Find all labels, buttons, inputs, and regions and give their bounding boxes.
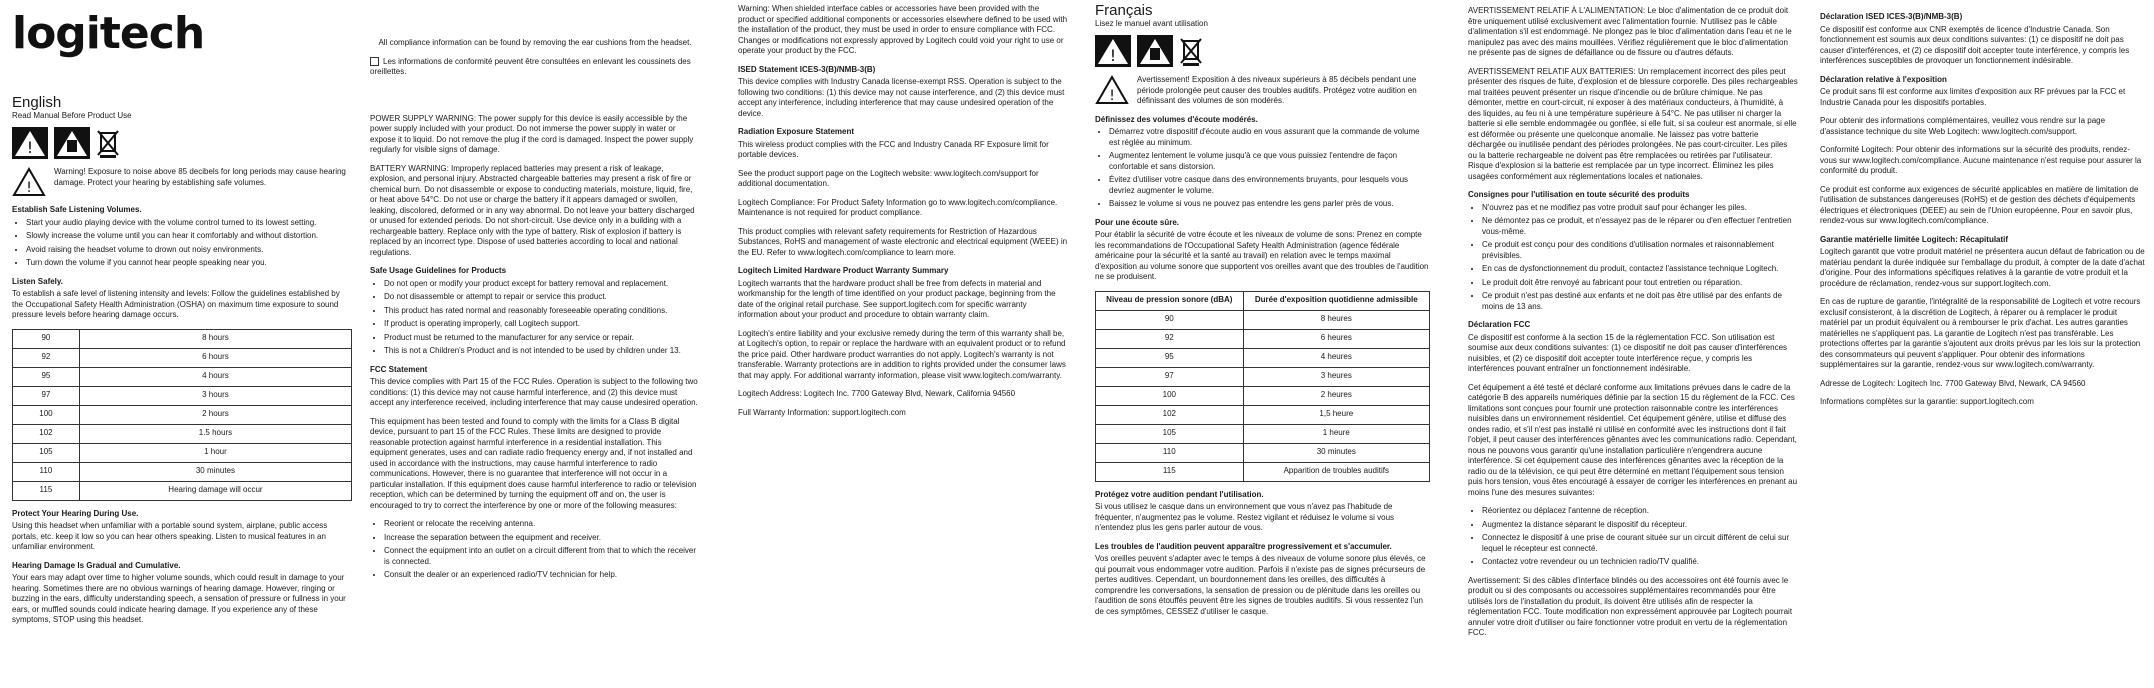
fcc-list — [370, 519, 700, 581]
table-row — [13, 443, 352, 462]
warranty-heading: Logitech Limited Hardware Product Warranty Summary — [738, 266, 949, 275]
column-5 — [1468, 6, 1798, 647]
list-item: • Do not open or modify your product except for battery removal and replacement. — [384, 279, 700, 290]
table-row — [1096, 329, 1430, 348]
rf-text: This wireless product complies with the FCC and Industry Canada RF Exposure limit for portable devices. — [738, 139, 1049, 159]
list-item: • Product must be returned to the manufacturer for any service or repair. — [384, 333, 700, 344]
fr-safe-heading: Consignes pour l'utilisation en toute sécurité des produits — [1468, 190, 1690, 199]
list-item: • Slowly increase the volume until you can hear it comfortably and without distortion. — [26, 231, 352, 242]
list-item: • Le produit doit être renvoyé au fabricant pour tout entretien ou réparation. — [1482, 278, 1798, 289]
fr-fcc-heading: Déclaration FCC — [1468, 320, 1531, 329]
listen-heading: Listen Safely. — [12, 276, 63, 286]
list-item: • Augmentez lentement le volume jusqu'à ce que vous puissiez l'entendre de façon confortable et sans distorsion. — [1109, 151, 1430, 172]
table-cell: 92 — [1096, 329, 1244, 348]
fr-warranty-text-2: En cas de rupture de garantie, l'intégralité de la responsabilité de Logitech et votre recours exclusif consisteront, à la discrétion de Logitech, à réparer ou à remplacer le produit matériel par un produit équivalent ou à rembourser le prix d'achat. Les autres garanties matérielles ne s'appliquent pas. La garantie de Logitech n'est pas transférable. Les protections offertes par la garantie s'ajoutent aux droits prévus par les lois sur la protection des consommateurs qui peuvent s'appliquer. Pour obtenir des informations supplémentaires sur la garantie, rendez-vous sur www.logitech.com/warranty. — [1820, 297, 2141, 369]
fr-compliance-text: Conformité Logitech: Pour obtenir des informations sur la sécurité des produits, rendez-vous sur www.logitech.com/compliance. Aucune maintenance n'est requise pour assurer la conformité du produit. — [1820, 145, 2142, 175]
list-item: • Réorientez ou déplacez l'antenne de réception. — [1482, 506, 1798, 517]
list-item: • Ce produit n'est pas destiné aux enfants et ne doit pas être utilisé par des enfants de moins de 13 ans. — [1482, 291, 1798, 312]
fr-ised-heading: Déclaration ISED ICES-3(B)/NMB-3(B) — [1820, 12, 1963, 21]
column-french — [1095, 2, 1430, 625]
list-item: • Turn down the volume if you cannot hear people speaking near you. — [26, 258, 352, 269]
table-cell: 95 — [1096, 348, 1244, 367]
fcc-heading: FCC Statement — [370, 364, 428, 374]
warning-triangle-icon — [1095, 35, 1131, 67]
warranty-text: Logitech warrants that the hardware product shall be free from defects in material and workmanship for the length of time identified on your product package, beginning from the date of the original retail purchase. See support.logitech.com for specific warranty information about your product and procedure to obtain warranty claim. — [738, 278, 1056, 319]
fr-hearing-warning — [1095, 75, 1430, 107]
table-cell: 1 hour — [79, 443, 351, 462]
table-cell: 2 hours — [79, 405, 351, 424]
table-cell: 100 — [1096, 386, 1244, 405]
table-cell: 97 — [1096, 367, 1244, 386]
table-row — [13, 386, 352, 405]
table-cell: 97 — [13, 386, 80, 405]
read-manual-text: Read Manual Before Product Use — [12, 110, 132, 120]
fr-fcc-text: Ce dispositif est conforme à la section 15 de la réglementation FCC. Son utilisation est soumise aux deux conditions suivantes: (1) ce dispositif ne doit pas causer d'interférences nuisibles, et (2) ce dispositif doit accepter toute interférence reçue, y compris les interférences pouvant entraîner un fonctionnement indésirable. — [1468, 332, 1788, 373]
table-cell: 1,5 heure — [1243, 405, 1429, 424]
fr-volume-list — [1095, 127, 1430, 210]
rf-heading: Radiation Exposure Statement — [738, 127, 855, 136]
hearing-warning — [12, 167, 352, 197]
compliance-text: All compliance information can be found by removing the ear cushions from the headset. — [378, 38, 692, 47]
exposure-table — [12, 329, 352, 501]
establish-list — [12, 218, 352, 269]
fcc-text: This device complies with Part 15 of the FCC Rules. Operation is subject to the following two conditions: (1) this device may not cause harmful interference, and (2) this device must accept any interference received, including interference that may cause undesired operation. — [370, 377, 698, 407]
table-header-row — [1096, 291, 1430, 310]
table-header: Niveau de pression sonore (dBA) — [1096, 291, 1244, 310]
establish-heading: Establish Safe Listening Volumes. — [12, 205, 142, 214]
fr-listen-text: Pour établir la sécurité de votre écoute et les niveaux de volume de sons: Prenez en compte les recommandations de l'Occupational Safety Health Administration (agence fédérale américaine pour la sécurité et la santé au travail) en relation avec le temps maximal d'exposition au volume sonore que supportent vos oreilles avant que des troubles de l'audition ne se produisent. — [1095, 230, 1429, 281]
table-cell: 105 — [1096, 424, 1244, 443]
fr-hearing-warning-text: Avertissement! Exposition à des niveaux supérieurs à 85 décibels pendant une période prolongée peut causer des troubles auditifs. Protégez votre audition en définissant des volumes de son modérés. — [1137, 75, 1417, 105]
fr-protect-heading: Protégez votre audition pendant l'utilisation. — [1095, 489, 1264, 499]
read-manual-icon — [54, 127, 90, 159]
weee-bin-icon — [1179, 35, 1203, 67]
fr-listen-heading: Pour une écoute sûre. — [1095, 217, 1180, 227]
safe-usage-list — [370, 279, 700, 357]
compliance-heading: Logitech Compliance: For Product Safety Information go to www.logitech.com/compliance. Maintenance is not required for product compliance. — [738, 197, 1058, 217]
list-item: • Augmentez la distance séparant le dispositif du récepteur. — [1482, 520, 1798, 531]
damage-text: Your ears may adapt over time to higher volume sounds, which could result in damage to your hearing. Sometimes there are no obvious warnings of hearing damage. However, ringing or buzzing in the ears, difficulty understanding speech, a sensation of pressure or fullness in your ears, or muffled sounds could indicate hearing damage. If you experience any of these symptoms, STOP using this headset. — [12, 573, 346, 624]
fr-rf-text: Ce produit sans fil est conforme aux limites d'exposition aux RF prévues par la FCC et Industrie Canada pour les dispositifs portables. — [1820, 87, 2126, 107]
fr-fcc-list — [1468, 506, 1798, 568]
table-cell: 90 — [1096, 310, 1244, 329]
fr-fcc-text-2: Cet équipement a été testé et déclaré conforme aux limitations prévues dans le cadre de la catégorie B des appareils numériques définie par la section 15 du règlement de la FCC. Ces limitations sont conçues pour fournir une protection raisonnable contre les interférences nuisibles dans un environnement résidentiel. Cet équipement génère, utilise et diffuse des ondes radio, et s'il n'est pas installé ni utilisé en conformité avec les instructions dont il fait l'objet, il peut causer des interférences gênantes avec les communications radio. Cependant, nous ne pouvons vous garantir qu'une installation particulière n'engendrera aucune interférence. Si cet équipement cause des interférences gênantes avec la réception de la radio ou de la télévision, ce qui peut être déterminé en mettant l'équipement sous tension puis hors tension, vous êtes encouragé à essayer de corriger les interférences en prenant au moins l'une des mesures suivantes: — [1468, 382, 1798, 497]
table-cell: 102 — [13, 424, 80, 443]
warning-triangle-icon — [12, 127, 48, 159]
column-6 — [1820, 6, 2145, 416]
list-item: • Connectez le dispositif à une prise de courant située sur un circuit différent de celui sur lequel le récepteur est connecté. — [1482, 533, 1798, 554]
full-warranty-info: Full Warranty Information: support.logitech.com — [738, 407, 906, 417]
safe-usage-heading: Safe Usage Guidelines for Products — [370, 266, 507, 275]
list-item: • Ce produit est conçu pour des conditions d'utilisation normales et raisonnablement prévisibles. — [1482, 240, 1798, 261]
table-row — [1096, 443, 1430, 462]
english-title: English — [12, 94, 62, 111]
info-note-text: Les informations de conformité peuvent être consultées en enlevant les coussinets des oreillettes. — [370, 56, 691, 76]
table-row — [1096, 462, 1430, 481]
list-item: • Start your audio playing device with the volume control turned to its lowest setting. — [26, 218, 352, 229]
table-row — [13, 348, 352, 367]
table-cell: 115 — [1096, 462, 1244, 481]
table-cell: 3 heures — [1243, 367, 1429, 386]
table-cell: 4 hours — [79, 367, 351, 386]
list-item: • Ne démontez pas ce produit, et n'essayez pas de le réparer ou d'en effectuer l'entretien vous-même. — [1482, 216, 1798, 237]
checkbox-icon — [370, 57, 379, 66]
warning-icons — [12, 127, 352, 159]
list-item: • Consult the dealer or an experienced radio/TV technician for help. — [384, 570, 700, 581]
list-item: • Increase the separation between the equipment and receiver. — [384, 533, 700, 544]
list-item: • If product is operating improperly, call Logitech support. — [384, 319, 700, 330]
fr-warranty-heading: Garantie matérielle limitée Logitech: Récapitulatif — [1820, 234, 2009, 244]
list-item: • En cas de dysfonctionnement du produit, contactez l'assistance technique Logitech. — [1482, 264, 1798, 275]
table-row — [13, 481, 352, 500]
table-row — [13, 367, 352, 386]
damage-heading: Hearing Damage Is Gradual and Cumulative. — [12, 560, 181, 570]
fr-warranty-text: Logitech garantit que votre produit matériel ne présentera aucun défaut de fabrication ou de matériau pendant la durée indiquée sur l'emballage du produit, à compter de la date d'achat d'origine. Pour des informations spécifiques relatives à la garantie de votre produit et la procédure de réclamation, rendez-vous sur support.logitech.com. — [1820, 247, 2145, 288]
fr-rf-heading: Déclaration relative à l'exposition — [1820, 74, 1947, 84]
list-item: • Connect the equipment into an outlet on a circuit different from that to which the receiver is connected. — [384, 546, 700, 567]
table-cell: 1.5 hours — [79, 424, 351, 443]
column-english — [12, 94, 352, 634]
table-row — [1096, 386, 1430, 405]
hearing-warning-text: Warning! Exposure to noise above 85 decibels for long periods may cause hearing damage. Protect your hearing by establishing safe volumes. — [54, 167, 346, 187]
fr-damage-heading: Les troubles de l'audition peuvent apparaître progressivement et s'accumuler. — [1095, 541, 1392, 551]
fr-caution-text: Avertissement: Si des câbles d'interface blindés ou des accessoires ont été fournis avec le produit ou si des composants ou accessoires supplémentaires recommandés pour être utilisés lors de l'installation du produit, ils doivent être utilisés afin de respecter la réglementation FCC. Toute modification non expressément approuvée par Logitech pourrait annuler votre droit d'utiliser ou faire fonctionner votre produit en vertu de la réglementation FCC. — [1468, 575, 1793, 637]
fr-rf-text-2: Pour obtenir des informations complémentaires, veuillez vous rendre sur la page d'assistance technique du site Web Logitech: www.logitech.com/support. — [1820, 116, 2106, 136]
table-row — [13, 329, 352, 348]
listen-text: To establish a safe level of listening intensity and levels: Follow the guidelines established by the Occupational Safety Health Administration (OSHA) on maximum time exposure to sound pressure levels before hearing damage occurs. — [12, 289, 340, 319]
list-item: • This is not a Children's Product and is not intended to be used by children under 13. — [384, 346, 700, 357]
table-cell: 6 heures — [1243, 329, 1429, 348]
table-cell: Apparition de troubles auditifs — [1243, 462, 1429, 481]
table-cell: Hearing damage will occur — [79, 481, 351, 500]
table-cell: 90 — [13, 329, 80, 348]
fr-weee-text: Ce produit est conforme aux exigences de sécurité applicables en matière de limitation de l'utilisation de substances dangereuses (RoHS) et de gestion des déchets d'équipements électriques et électroniques (DEEE) au sein de l'Union européenne. Pour en savoir plus, rendez-vous sur www.logitech.com/compliance. — [1820, 184, 2139, 225]
list-item: • Évitez d'utiliser votre casque dans des environnements bruyants, pour lesquels vous devriez augmenter le volume. — [1109, 175, 1430, 196]
protect-heading: Protect Your Hearing During Use. — [12, 508, 139, 518]
table-row — [1096, 310, 1430, 329]
table-cell: 95 — [13, 367, 80, 386]
table-cell: 8 hours — [79, 329, 351, 348]
fr-address-text: Adresse de Logitech: Logitech Inc. 7700 Gateway Blvd, Newark, CA 94560 — [1820, 378, 2086, 388]
table-cell: 110 — [13, 462, 80, 481]
svg-text:!: ! — [26, 180, 32, 196]
list-item: • N'ouvrez pas et ne modifiez pas votre produit sauf pour échanger les piles. — [1482, 203, 1798, 214]
table-cell: 8 heures — [1243, 310, 1429, 329]
table-cell: 1 heure — [1243, 424, 1429, 443]
table-cell: 115 — [13, 481, 80, 500]
list-item: • Démarrez votre dispositif d'écoute audio en vous assurant que la commande de volume est réglée au minimum. — [1109, 127, 1430, 148]
info-note — [370, 57, 700, 78]
fr-warning-icons — [1095, 35, 1430, 67]
hearing-warning-icon — [1095, 75, 1129, 105]
shielded-text: Warning: When shielded interface cables or accessories have been provided with the product or specified additional components or accessories elsewhere defined to be used with the installation of the product, they must be used in order to ensure compliance with FCC. Changes or modifications not expressly approved by Logitech could void your right to use or operate your product by the FCC. — [738, 4, 1068, 55]
fr-battery-warning: AVERTISSEMENT RELATIF AUX BATTERIES: Un remplacement incorrect des piles peut présenter des risques de fuite, d'explosion et de blessure corporelle. Des piles rechargeables mal traitées peuvent présenter un risque d'incendie ou de brûlure chimique. Ne pas démonter, mettre en court-circuit, ni exposer à des matériaux conducteurs, à l'humidité, à des liquides, au feu ni à une température supérieure à 54°C. Ne pas utiliser ni charger la batterie si elle semble endommagée ou gonflée, si elle fuit, si sa couleur est anormale, si elle est déformée ou présente une quelconque anomalie. Ne laissez pas votre batterie déchargée ou inutilisée pendant des périodes prolongées. Ne pas court-circuiter. Les piles ou la batterie rechargeable ne doivent pas être remplacées ou retirées par l'utilisateur. Risque d'explosion si la batterie est remplacée par un type incorrect. Éliminez les piles usagées conformément aux réglementations locales et nationales. — [1468, 66, 1798, 181]
hearing-warning-icon — [12, 167, 46, 197]
list-item: • Do not disassemble or attempt to repair or service this product. — [384, 292, 700, 303]
fr-ised-text: Ce dispositif est conforme aux CNR exemptés de licence d'Industrie Canada. Son fonctionnement est soumis aux deux conditions suivantes: (1) ce dispositif ne doit pas causer d'interférences, et (2) ce dispositif doit accepter toute interférence, y compris les interférences susceptibles de provoquer un fonctionnement indésirable. — [1820, 24, 2130, 65]
fr-safe-list — [1468, 203, 1798, 313]
battery-warning-text: BATTERY WARNING: Improperly replaced batteries may present a risk of leakage, explosion, and personal injury. Abstracted chargeable batteries may present a risk of fire or chemical burn. Do not disassemble or expose to conducting materials, moisture, liquid, fire, or heat above 54°C. Do not use or charge the battery if it appears damaged or swollen, leaking, discolored, deformed or in any way abnormal. Do not leave your battery discharged or unused for extended periods. Do not short-circuit. Use device only in a building with a rechargeable battery. Replace only with the type of battery. Risk of explosion if battery is replaced by an incorrect type. Dispose of used batteries according to local and national regulations. — [370, 163, 695, 257]
fr-exposure-table — [1095, 291, 1430, 482]
table-cell: 2 heures — [1243, 386, 1429, 405]
table-cell: 30 minutes — [79, 462, 351, 481]
svg-text:!: ! — [1109, 46, 1117, 65]
svg-text:!: ! — [26, 138, 34, 157]
fr-protect-text: Si vous utilisez le casque dans un environnement que vous n'avez pas l'habitude de fréquenter, n'augmentez pas le volume. Restez vigilant et réduisez le volume si vous n'entendez plus les gens parler autour de vous. — [1095, 502, 1395, 532]
warranty-text-2: Logitech's entire liability and your exclusive remedy during the term of this warranty shall be, at Logitech's option, to repair or replace the hardware with an equivalent product or to refund the price paid. Other hardware product warranties do not apply. Logitech's warranty is not transferable. Warranty protections are in addition to rights provided under the consumer laws that may apply. For additional warranty information, please visit www.logitech.com/warranty. — [738, 328, 1066, 380]
protect-text: Using this headset when unfamiliar with a portable sound system, airplane, public access portals, etc. keep it low so you can hear others speaking. Listen to musical features in an unfamiliar environment. — [12, 521, 328, 551]
table-cell: 100 — [13, 405, 80, 424]
table-header: Durée d'exposition quotidienne admissible — [1243, 291, 1429, 310]
fr-volume-heading: Définissez des volumes d'écoute modérés. — [1095, 114, 1258, 124]
table-row — [1096, 367, 1430, 386]
table-cell: 6 hours — [79, 348, 351, 367]
weee-text: This product complies with relevant safety requirements for Restriction of Hazardous Substances, RoHS and management of waste electronic and electrical equipment (WEEE) in the EU. Refer to www.logitech.com/compliance to learn more. — [738, 226, 1068, 257]
table-cell: 3 hours — [79, 386, 351, 405]
list-item: • Reorient or relocate the receiving antenna. — [384, 519, 700, 530]
column-3 — [738, 4, 1068, 426]
read-manual-icon — [1137, 35, 1173, 67]
fr-read-manual-text: Lisez le manuel avant utilisation — [1095, 18, 1208, 28]
table-cell: 4 heures — [1243, 348, 1429, 367]
table-row — [13, 462, 352, 481]
weee-bin-icon — [96, 127, 120, 159]
svg-text:!: ! — [1109, 88, 1115, 104]
brand-logo: logitech — [12, 8, 205, 59]
table-row — [1096, 424, 1430, 443]
table-cell: 110 — [1096, 443, 1244, 462]
table-cell: 105 — [13, 443, 80, 462]
table-row — [1096, 405, 1430, 424]
fr-full-warranty-info: Informations complètes sur la garantie: support.logitech.com — [1820, 397, 2034, 406]
table-row — [13, 424, 352, 443]
table-row — [1096, 348, 1430, 367]
ised-text: This device complies with Industry Canada license-exempt RSS. Operation is subject to the following two conditions: (1) this device may not cause interference, and (2) this device must accept any interference, including interference that may cause undesired operation of the device. — [738, 77, 1065, 118]
fr-damage-text: Vos oreilles peuvent s'adapter avec le temps à des niveaux de volume sonore plus élevés, ce qui pourrait vous endommager votre audition. Parfois il n'existe pas de signes précurseurs de pertes auditives. Cependant, un bourdonnement dans les oreilles, des difficultés à comprendre les conversations, la sensation de pression ou de plénitude dans les oreilles ou l'audition de sons étouffés peuvent être les signes de troubles auditifs. Si vous ressentez l'un de ces symptômes, CESSEZ d'utiliser le casque. — [1095, 554, 1426, 616]
power-warning-text: POWER SUPPLY WARNING: The power supply for this device is easily accessible by the power supply included with your product. Do not immerse the power supply in water or expose it to liquid. Do not remove the plug if the cord is damaged. Inspect the power supply regularly for visible signs of damage. — [370, 113, 694, 154]
column-2 — [370, 38, 700, 589]
fcc-text-2: This equipment has been tested and found to comply with the limits for a Class B digital device, pursuant to part 15 of the FCC Rules. These limits are designed to provide reasonable protection against harmful interference in a residential installation. This equipment generates, uses and can radiate radio frequency energy and, if not installed and used in accordance with the instructions, may cause harmful interference to radio communications. However, there is no guarantee that interference will not occur in a particular installation. If this equipment does cause harmful interference to radio or television reception, which can be determined by turning the equipment off and on, the user is encouraged to try to correct the interference by one or more of the following measures: — [370, 416, 697, 510]
ised-heading: ISED Statement ICES-3(B)/NMB-3(B) — [738, 64, 876, 74]
table-cell: 102 — [1096, 405, 1244, 424]
list-item: • This product has rated normal and reasonably foreseeable operating conditions. — [384, 306, 700, 317]
list-item: • Baissez le volume si vous ne pouvez pas entendre les gens parler près de vous. — [1109, 199, 1430, 210]
table-cell: 92 — [13, 348, 80, 367]
list-item: • Contactez votre revendeur ou un technicien radio/TV qualifié. — [1482, 557, 1798, 568]
table-cell: 30 minutes — [1243, 443, 1429, 462]
list-item: • Avoid raising the headset volume to drown out noisy environments. — [26, 245, 352, 256]
french-title: Français — [1095, 2, 1153, 19]
rf-text-2: See the product support page on the Logitech website: www.logitech.com/support for additional documentation. — [738, 168, 1039, 188]
fr-power-warning: AVERTISSEMENT RELATIF À L'ALIMENTATION: Le bloc d'alimentation de ce produit doit être uniquement utilisé exclusivement avec l'alimentation fournie. N'utilisez pas le câble d'alimentation s'il est endommagé. Ne plongez pas le bloc d'alimentation dans l'eau et ne le manipulez pas avec des mains mouillées. Vérifiez régulièrement que le bloc d'alimentation ne présente pas de signes de défaillance ou de fissure ou d'autres défauts. — [1468, 6, 1792, 57]
table-row — [13, 405, 352, 424]
address-text: Logitech Address: Logitech Inc. 7700 Gateway Blvd, Newark, California 94560 — [738, 389, 1016, 398]
